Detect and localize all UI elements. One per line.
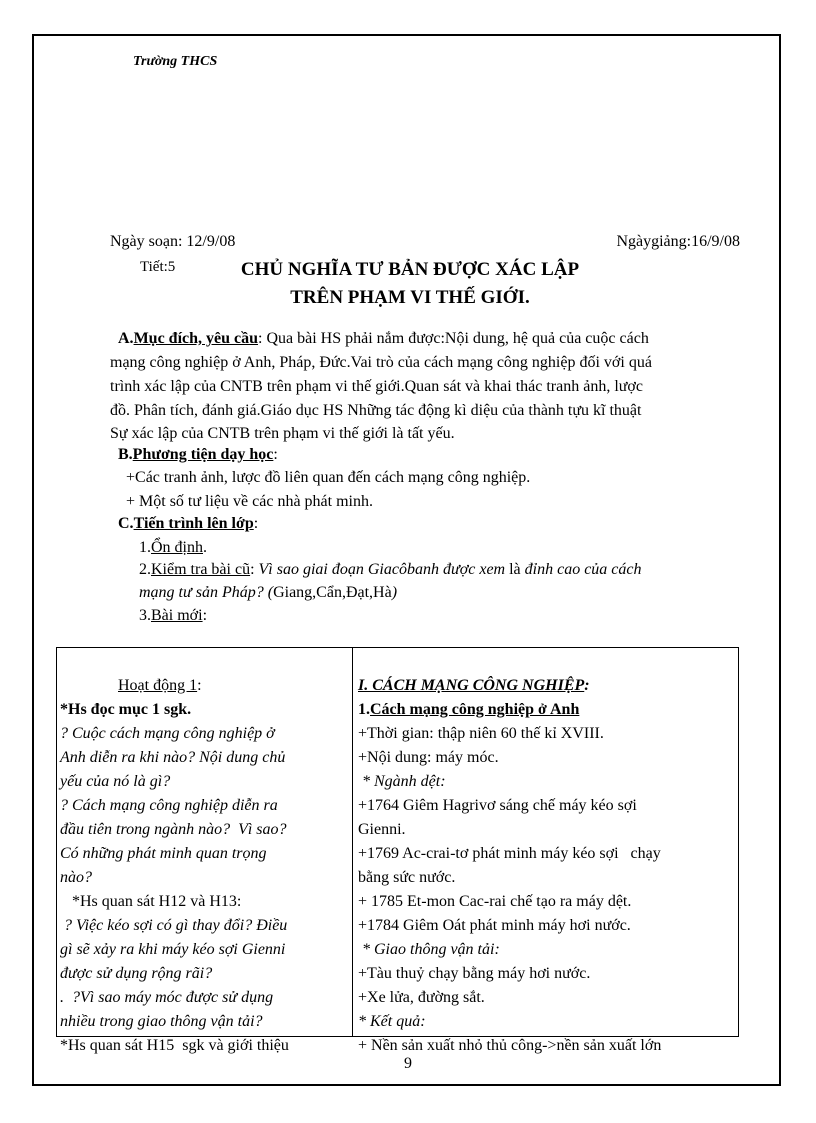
teach-date: Ngàygiảng:16/9/08	[616, 233, 740, 250]
content-line: * Kết quả:	[358, 1013, 426, 1030]
activity-line: đầu tiên trong ngành nào? Vì sao?	[60, 821, 287, 838]
title-line-2: TRÊN PHẠM VI THẾ GIỚI.	[290, 287, 530, 308]
school-name: Trường THCS	[133, 54, 218, 69]
activity-line: *Hs quan sát H15 sgk và giới thiệu	[60, 1037, 289, 1054]
activity-line: Anh diễn ra khi nào? Nội dung chủ	[60, 749, 286, 766]
section-a-text: Qua bài HS phải nắm được:Nội dung, hệ quả của cuộc cách	[262, 330, 649, 347]
section-b-item-1: +Các tranh ảnh, lược đồ liên quan đến cách mạng công nghiệp.	[126, 469, 531, 486]
content-line: +Nội dung: máy móc.	[358, 749, 499, 766]
lesson-title	[160, 256, 660, 312]
section-a-heading: Mục đích, yêu cầu	[133, 330, 259, 347]
section-a-line-5: Sự xác lập của CNTB trên phạm vi thế giới là tất yếu.	[110, 425, 455, 442]
step-2-cont: mạng tư sản Pháp? (Giang,Cẩn,Đạt,Hà)	[139, 584, 398, 601]
section-a-line-3: trình xác lập của CNTB trên phạm vi thế giới.Quan sát và khai thác tranh ảnh, lược	[110, 378, 643, 395]
prep-date: Ngày soạn: 12/9/08	[110, 233, 236, 250]
activity-line: ? Cuộc cách mạng công nghiệp ở	[60, 725, 275, 742]
activity-lines	[60, 698, 350, 1058]
activity-line: Có những phát minh quan trọng	[60, 845, 267, 862]
activity-line: *Hs quan sát H12 và H13:	[60, 893, 242, 910]
section-b-heading: Phương tiện dạy học	[132, 446, 274, 463]
activity-line: nào?	[60, 869, 92, 886]
step-2: 2.Kiểm tra bài cũ: Vì sao giai đoạn Giacôbanh được xem là đỉnh cao của cách	[139, 561, 642, 578]
title-line-1: CHỦ NGHĨA TƯ BẢN ĐƯỢC XÁC LẬP	[240, 259, 580, 280]
section-c-heading: Tiến trình lên lớp	[133, 515, 254, 532]
activity-line: được sử dụng rộng rãi?	[60, 965, 213, 982]
content-lines	[358, 722, 734, 1058]
activity-line: gì sẽ xảy ra khi máy kéo sợi Gienni	[60, 941, 286, 958]
section-c-heading-line: C.Tiến trình lên lớp:	[118, 515, 259, 532]
lesson-table	[56, 647, 739, 1054]
activity-column	[57, 648, 353, 1054]
section-b-heading-line: B.Phương tiện dạy học:	[118, 446, 278, 463]
section-b-item-2: + Một số tư liệu về các nhà phát minh.	[126, 493, 373, 510]
lesson-number: Tiết:5	[140, 259, 176, 275]
section-a-label: A.	[118, 330, 134, 347]
content-line: + Nền sản xuất nhỏ thủ công->nền sản xuất lớn	[358, 1037, 662, 1054]
step-3: 3.Bài mới:	[139, 607, 208, 624]
activity-line: ? Việc kéo sợi có gì thay đổi? Điều	[60, 917, 288, 934]
date-row	[110, 233, 740, 251]
section-a-line-1: A.Mục đích, yêu cầu: Qua bài HS phải nắm được:Nội dung, hệ quả của cuộc cách	[118, 330, 649, 347]
content-line: * Giao thông vận tải:	[358, 941, 500, 958]
content-line: +Tàu thuỷ chạy bằng máy hơi nước.	[358, 965, 591, 982]
page-number: 9	[404, 1055, 412, 1072]
section-a-line-4: đồ. Phân tích, đánh giá.Giáo dục HS Những tác động kì diệu của thành tựu kĩ thuật	[110, 402, 642, 419]
content-section-title: I. CÁCH MẠNG CÔNG NGHIỆP:	[358, 677, 590, 694]
step-1: 1.Ổn định.	[139, 539, 207, 556]
content-column	[353, 648, 738, 1054]
content-line: +1764 Giêm Hagrivơ sáng chế máy kéo sợi	[358, 797, 637, 814]
content-line: + 1785 Et-mon Cac-rai chế tạo ra máy dệt.	[358, 893, 632, 910]
content-line: bằng sức nước.	[358, 869, 456, 886]
activity-heading: Hoạt động 1:	[118, 677, 202, 694]
content-subtitle: 1.Cách mạng công nghiệp ở Anh	[358, 701, 580, 718]
content-line: Gienni.	[358, 821, 406, 838]
activity-line: ? Cách mạng công nghiệp diễn ra	[60, 797, 278, 814]
content-line: * Ngành dệt:	[358, 773, 446, 790]
content-line: +Xe lửa, đường sắt.	[358, 989, 485, 1006]
activity-line: . ?Vì sao máy móc được sử dụng	[60, 989, 274, 1006]
content-line: +1784 Giêm Oát phát minh máy hơi nước.	[358, 917, 631, 934]
section-a-line-2: mạng công nghiệp ở Anh, Pháp, Đức.Vai trò của cách mạng công nghiệp đối với quá	[110, 354, 652, 371]
activity-line: nhiều trong giao thông vận tải?	[60, 1013, 263, 1030]
content-line: +1769 Ac-crai-tơ phát minh máy kéo sợi chạy	[358, 845, 661, 862]
content-line: +Thời gian: thập niên 60 thế kỉ XVIII.	[358, 725, 604, 742]
activity-line: *Hs đọc mục 1 sgk.	[60, 701, 192, 718]
activity-line: yếu của nó là gì?	[60, 773, 171, 790]
